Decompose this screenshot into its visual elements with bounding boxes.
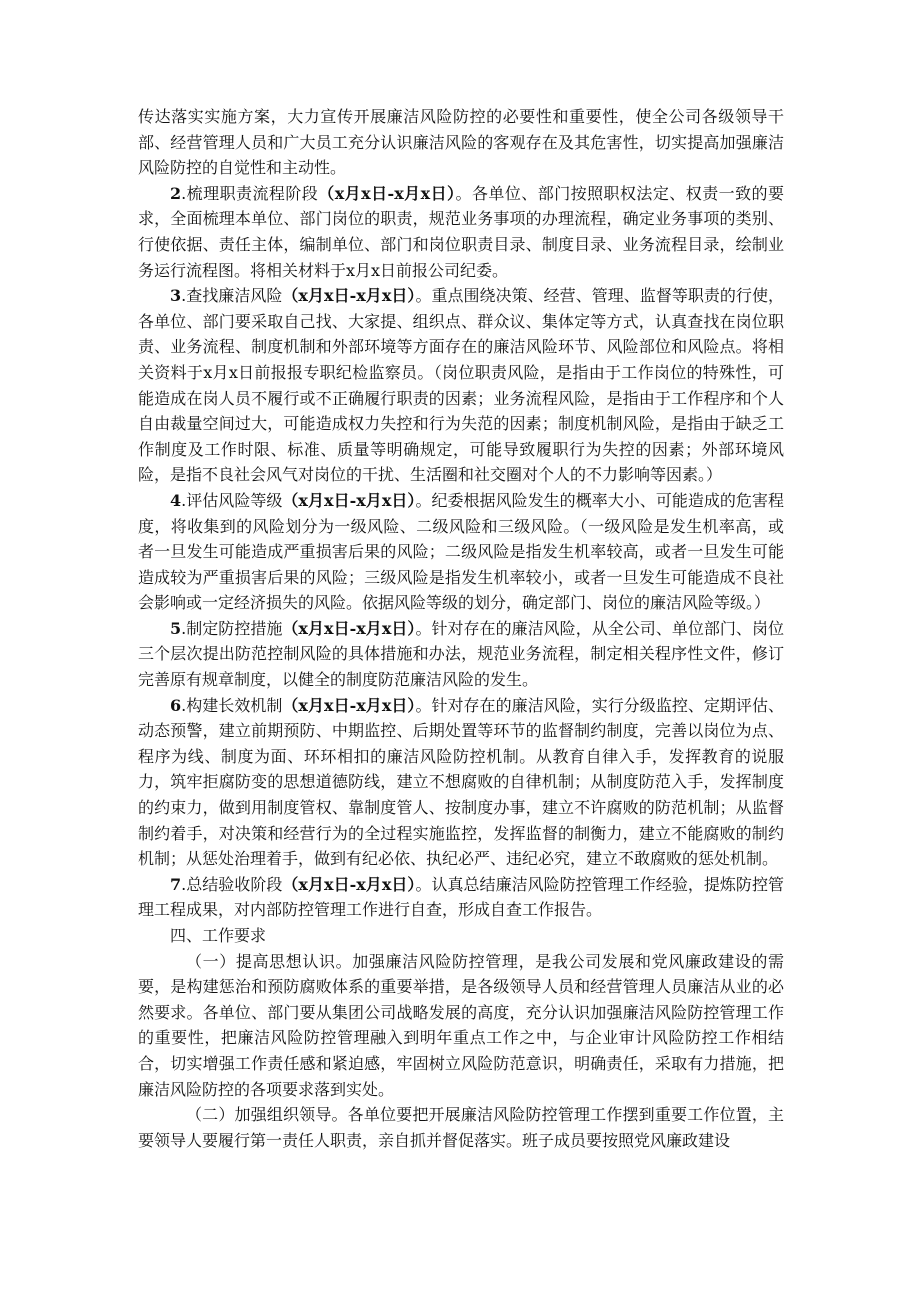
item-date: （x月x日-x月x日） (282, 490, 416, 510)
paragraph-text: 。各单位、部门按照职权法定、权责一致的要求，全面梳理本单位、部门岗位的职责，规范业务事项的办理流程，确定业务事项的类别、行使依据、责任主体，编制单位、部门和岗位职责目录、制度目录、业务流程目录，绘制业务运行流程图。将相关材料于x月x日前报公司纪委。 (138, 183, 784, 280)
item-title: .查找廉洁风险 (181, 286, 283, 306)
item-date: （x月x日-x月x日） (282, 618, 416, 638)
paragraph-text: 。针对存在的廉洁风险，从全公司、单位部门、岗位三个层次提出防范控制风险的具体措施和办法，规范业务流程，制定相关程序性文件，修订完善原有规章制度，以健全的制度防范廉洁风险的发生。 (138, 618, 784, 690)
item-title: .构建长效机制 (181, 695, 283, 715)
item-title: .评估风险等级 (181, 490, 283, 510)
paragraph-text: 。针对存在的廉洁风险，实行分级监控、定期评估、动态预警，建立前期预防、中期监控、后期处置等环节的监督制约制度，完善以岗位为点、程序为线、制度为面、环环相扣的廉洁风险防控机制。从教育自律入手，发挥教育的说服力，筑牢拒腐防变的思想道德防线，建立不想腐败的自律机制；从制度防范入手，发挥制度的约束力，做到用制度管权、靠制度管人、按制度办事，建立不许腐败的防范机制；从监督制约着手，对决策和经营行为的全过程实施监控，发挥监督的制衡力，建立不能腐败的制约机制；从惩处治理着手，做到有纪必依、执纪必严、违纪必究，建立不敢腐败的惩处机制。 (138, 695, 784, 869)
item-title: .梳理职责流程阶段 (181, 183, 319, 203)
paragraph-text: 传达落实实施方案，大力宣传开展廉洁风险防控的必要性和重要性，使全公司各级领导干部、经营管理人员和广大员工充分认识廉洁风险的客观存在及其危害性，切实提高加强廉洁风险防控的自觉性和主动性。 (138, 107, 784, 178)
heading-text: 四、工作要求 (170, 926, 267, 945)
paragraph-1 (138, 104, 784, 181)
paragraph-text: 。认真总结廉洁风险防控管理工作经验，提炼防控管理工程成果，对内部防控管理工作进行自查，形成自查工作报告。 (138, 874, 784, 920)
item-number: 3 (170, 286, 182, 306)
paragraph-text: 。纪委根据风险发生的概率大小、可能造成的危害程度，将收集到的风险划分为一级风险、二级风险和三级风险。（一级风险是发生机率高，或者一旦发生可能造成严重损害后果的风险；二级风险是指发生机率较高，或者一旦发生可能造成较为严重损害后果的风险；三级风险是指发生机率较小，或者一旦发生可能造成不良社会影响或一定经济损失的风险。依据风险等级的划分，确定部门、岗位的廉洁风险等级。） (138, 490, 784, 613)
paragraph-2 (138, 181, 784, 283)
item-number: 2 (170, 183, 182, 203)
paragraph-7 (138, 872, 784, 923)
paragraph-text: （一）提高思想认识。加强廉洁风险防控管理，是我公司发展和党风廉政建设的需要，是构建惩治和预防腐败体系的重要举措，是各级领导人员和经营管理人员廉洁从业的必然要求。各单位、部门要从集团公司战略发展的高度，充分认识加强廉洁风险防控管理工作的重要性，把廉洁风险防控管理融入到明年重点工作之中，与企业审计风险防控工作相结合，切实增强工作责任感和紧迫感，牢固树立风险防范意识，明确责任，采取有力措施，把廉洁风险防控的各项要求落到实处。 (138, 951, 784, 1099)
item-date: （x月x日-x月x日） (318, 183, 456, 203)
section-heading (138, 923, 784, 949)
paragraph-sub-1 (138, 949, 784, 1103)
item-number: 6 (170, 695, 182, 715)
paragraph-text: 。重点围绕决策、经营、管理、监督等职责的行使，各单位、部门要采取自己找、大家提、组织点、群众议、集体定等方式，认真查找在岗位职责、业务流程、制度机制和外部环境等方面存在的廉洁风险环节、风险部位和风险点。将相关资料于x月x日前报报专职纪检监察员。（岗位职责风险，是指由于工作岗位的特殊性，可能造成在岗人员不履行或不正确履行职责的因素；业务流程风险，是指由于工作程序和个人自由裁量空间过大，可能造成权力失控和行为失范的因素；制度机制风险，是指由于缺乏工作制度及工作时限、标准、质量等明确规定，可能导致履职行为失控的因素；外部环境风险，是指不良社会风气对岗位的干扰、生活圈和社交圈对个人的不力影响等因素。） (138, 286, 784, 485)
paragraph-6 (138, 693, 784, 872)
paragraph-text: （二）加强组织领导。各单位要把开展廉洁风险防控管理工作摆到重要工作位置，主要领导人要履行第一责任人职责，亲自抓并督促落实。班子成员要按照党风廉政建设 (138, 1105, 784, 1150)
item-number: 4 (170, 490, 182, 510)
paragraph-sub-2 (138, 1102, 784, 1153)
document-page (138, 104, 784, 1153)
paragraph-3 (138, 283, 784, 488)
item-number: 5 (170, 618, 182, 638)
paragraph-5 (138, 616, 784, 693)
item-date: （x月x日-x月x日） (282, 695, 416, 715)
item-date: （x月x日-x月x日） (282, 874, 416, 894)
item-date: （x月x日-x月x日） (282, 286, 416, 306)
paragraph-4 (138, 488, 784, 616)
item-title: .制定防控措施 (181, 618, 283, 638)
item-title: .总结验收阶段 (181, 874, 283, 894)
item-number: 7 (170, 874, 182, 894)
